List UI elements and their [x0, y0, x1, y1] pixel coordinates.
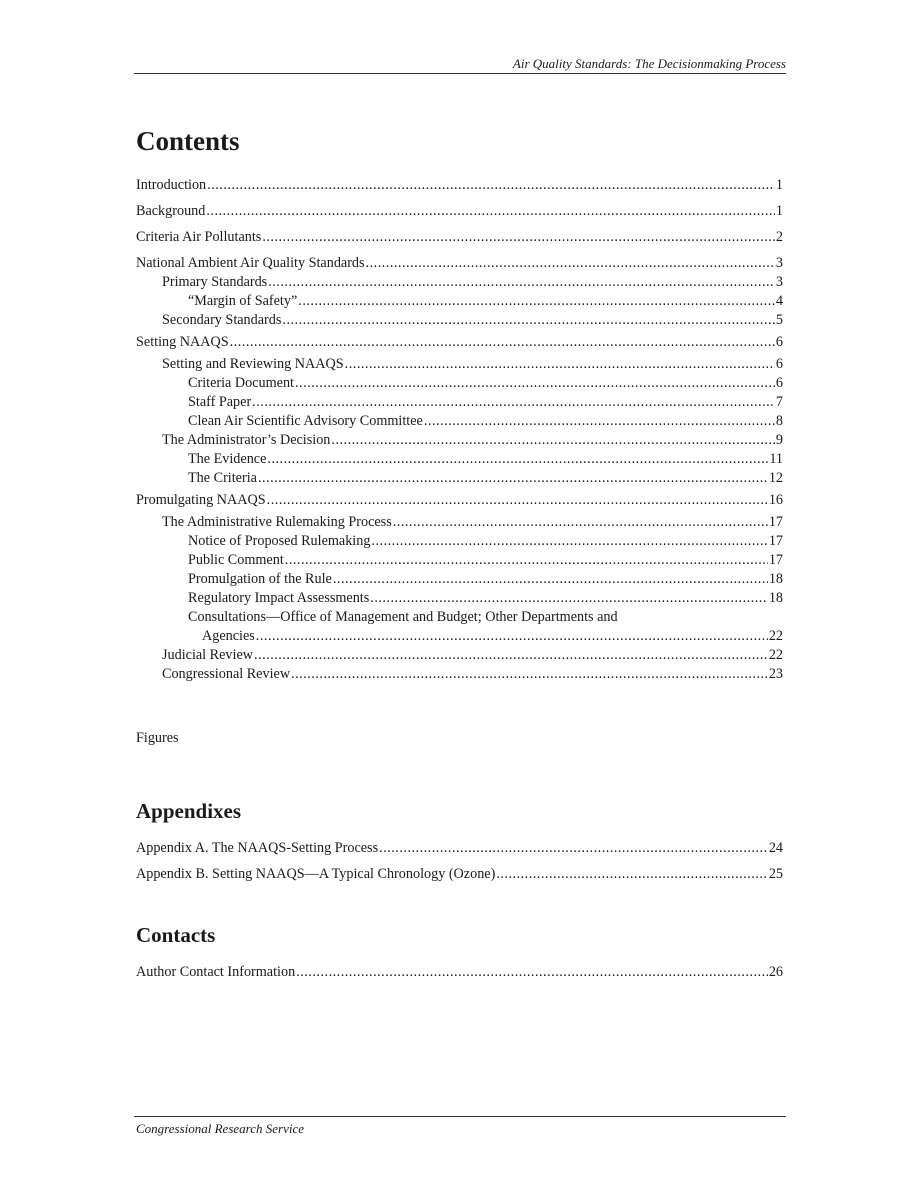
toc-leader-dots	[230, 333, 775, 352]
toc-leader-dots	[291, 665, 768, 684]
toc-entry-text: Regulatory Impact Assessments	[188, 590, 370, 606]
toc-entry[interactable]	[136, 311, 783, 330]
toc-entry-text: “Margin of Safety”	[188, 293, 298, 309]
toc-entry-text: The Evidence	[188, 451, 267, 467]
toc-entry-page: 12	[768, 470, 783, 486]
toc-leader-dots	[345, 355, 775, 374]
contents-list	[136, 176, 783, 684]
toc-leader-dots	[268, 273, 775, 292]
toc-leader-dots	[298, 292, 775, 311]
toc-entry-text: Criteria Air Pollutants	[136, 229, 262, 245]
toc-leader-dots	[267, 491, 768, 510]
toc-entry-page: 18	[768, 571, 783, 587]
toc-leader-dots	[267, 450, 768, 469]
toc-leader-dots	[262, 228, 775, 247]
toc-entry[interactable]	[136, 491, 783, 510]
toc-entry-text: Setting and Reviewing NAAQS	[162, 356, 344, 372]
toc-leader-dots	[282, 311, 775, 330]
toc-entry-text: Setting NAAQS	[136, 334, 229, 350]
toc-entry-text: Author Contact Information	[136, 964, 296, 980]
toc-entry[interactable]	[136, 665, 783, 684]
appendixes-list	[136, 839, 783, 884]
toc-entry-page: 1	[775, 203, 783, 219]
toc-entry[interactable]	[136, 176, 783, 195]
toc-entry-page: 9	[775, 432, 783, 448]
toc-entry-page: 18	[768, 590, 783, 606]
toc-leader-dots	[285, 551, 768, 570]
toc-entry-text: Public Comment	[188, 552, 284, 568]
toc-entry-page: 22	[768, 647, 783, 663]
contents-title: Contents	[136, 126, 240, 156]
toc-entry[interactable]	[136, 355, 783, 374]
toc-entry-page: 8	[775, 413, 783, 429]
toc-entry-page: 11	[769, 451, 783, 467]
toc-entry-text: Appendix B. Setting NAAQS—A Typical Chronology (Ozone)	[136, 866, 496, 882]
toc-entry-page: 25	[768, 866, 783, 882]
running-footer: Congressional Research Service	[136, 1121, 304, 1136]
toc-entry-page: 6	[775, 356, 783, 372]
toc-entry-page: 17	[768, 514, 783, 530]
toc-entry-page: 6	[775, 375, 783, 391]
toc-leader-dots	[366, 254, 775, 273]
toc-leader-dots	[252, 393, 775, 412]
toc-leader-dots	[496, 865, 767, 884]
toc-entry-text: The Criteria	[188, 470, 257, 486]
toc-entry-text: Staff Paper	[188, 394, 252, 410]
toc-entry-text: The Administrative Rulemaking Process	[162, 514, 392, 530]
toc-entry-page: 4	[775, 293, 783, 309]
toc-leader-dots	[254, 646, 768, 665]
toc-entry-page: 16	[768, 492, 783, 508]
toc-entry-page: 2	[775, 229, 783, 245]
contacts-list	[136, 963, 783, 982]
toc-entry-text: Notice of Proposed Rulemaking	[188, 533, 371, 549]
toc-entry[interactable]	[136, 273, 783, 292]
toc-entry-text-line2: Agencies	[202, 628, 255, 644]
toc-leader-dots	[331, 431, 775, 450]
toc-entry-page: 24	[768, 840, 783, 856]
toc-entry[interactable]	[136, 450, 783, 469]
toc-leader-dots	[370, 589, 768, 608]
toc-entry-text: The Administrator’s Decision	[162, 432, 331, 448]
toc-entry-text: National Ambient Air Quality Standards	[136, 255, 365, 271]
toc-entry[interactable]	[136, 865, 783, 884]
toc-entry-page: 3	[775, 274, 783, 290]
running-header: Air Quality Standards: The Decisionmaking Process	[512, 56, 786, 71]
toc-entry-page: 1	[775, 177, 783, 193]
toc-content	[136, 124, 783, 982]
toc-leader-dots	[207, 176, 775, 195]
toc-entry-text: Promulgation of the Rule	[188, 571, 332, 587]
toc-leader-dots	[256, 627, 768, 646]
toc-entry-text: Promulgating NAAQS	[136, 492, 266, 508]
toc-entry-page: 6	[775, 334, 783, 350]
toc-entry-page: 23	[768, 666, 783, 682]
toc-entry-text: Introduction	[136, 177, 207, 193]
footer-rule	[134, 1116, 786, 1117]
toc-leader-dots	[296, 963, 768, 982]
contacts-title: Contacts	[136, 923, 216, 947]
toc-leader-dots	[295, 374, 775, 393]
toc-entry-page: 26	[768, 964, 783, 980]
appendixes-title: Appendixes	[136, 799, 242, 823]
toc-leader-dots	[371, 532, 767, 551]
toc-entry[interactable]	[136, 333, 783, 352]
toc-entry[interactable]	[136, 963, 783, 982]
toc-entry-page: 22	[768, 628, 783, 644]
toc-entry-text: Background	[136, 203, 206, 219]
toc-entry-text: Congressional Review	[162, 666, 291, 682]
toc-entry-page: 17	[768, 533, 783, 549]
toc-entry[interactable]	[136, 646, 783, 665]
toc-leader-dots	[206, 202, 775, 221]
toc-entry[interactable]	[136, 412, 783, 431]
toc-entry[interactable]	[136, 374, 783, 393]
toc-leader-dots	[333, 570, 768, 589]
toc-entry-text: Criteria Document	[188, 375, 294, 391]
toc-entry-text: Clean Air Scientific Advisory Committee	[188, 413, 423, 429]
toc-entry-text: Primary Standards	[162, 274, 268, 290]
header-rule	[134, 73, 786, 74]
toc-entry-text: Judicial Review	[162, 647, 254, 663]
toc-leader-dots	[393, 513, 768, 532]
toc-entry[interactable]	[136, 570, 783, 589]
toc-entry[interactable]	[136, 431, 783, 450]
toc-entry-page: 7	[775, 394, 783, 410]
toc-entry-text-line1: Consultations—Office of Management and Budget; Other Departments and	[188, 609, 618, 625]
toc-entry[interactable]	[136, 532, 783, 551]
toc-entry	[136, 627, 783, 646]
toc-entry-text: Appendix A. The NAAQS-Setting Process	[136, 840, 379, 856]
toc-entry[interactable]	[136, 292, 783, 311]
toc-entry-page: 5	[775, 312, 783, 328]
toc-entry[interactable]	[136, 202, 783, 221]
toc-entry[interactable]	[136, 839, 783, 858]
toc-entry-page: 3	[775, 255, 783, 271]
toc-entry[interactable]	[136, 393, 783, 412]
toc-entry[interactable]	[136, 589, 783, 608]
toc-entry-wrapped[interactable]	[136, 608, 783, 646]
toc-leader-dots	[258, 469, 768, 488]
figures-label: Figures	[136, 730, 179, 746]
toc-entry[interactable]	[136, 254, 783, 273]
toc-entry[interactable]	[136, 469, 783, 488]
toc-leader-dots	[424, 412, 775, 431]
toc-entry[interactable]	[136, 228, 783, 247]
toc-entry-text: Secondary Standards	[162, 312, 282, 328]
toc-entry[interactable]	[136, 551, 783, 570]
toc-leader-dots	[379, 839, 768, 858]
toc-entry-page: 17	[768, 552, 783, 568]
toc-entry[interactable]	[136, 513, 783, 532]
